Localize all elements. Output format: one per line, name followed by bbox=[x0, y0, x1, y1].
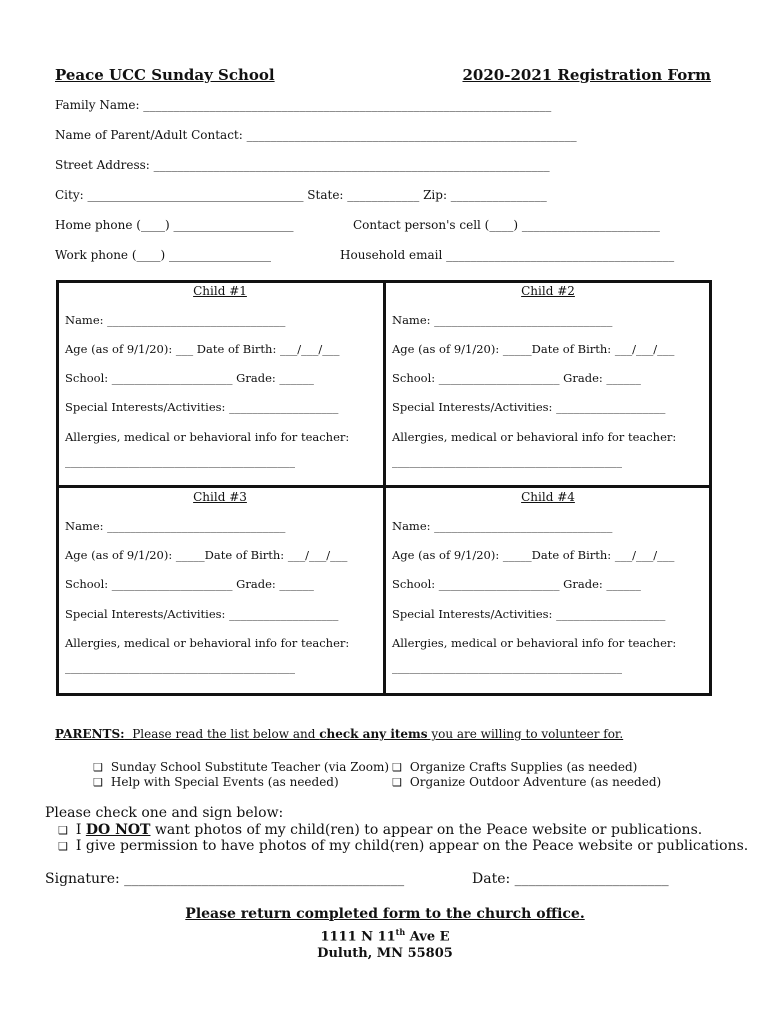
work-phone-field[interactable]: Work phone (____) _________________ bbox=[55, 248, 272, 262]
parents-intro-a: Please read the list below and bbox=[132, 727, 320, 741]
volunteer-item-label: Sunday School Substitute Teacher (via Zoom) bbox=[110, 760, 390, 774]
photo-option-text-a: I bbox=[75, 822, 86, 838]
child-1-allergies-field[interactable]: ________________________________________ bbox=[65, 454, 295, 468]
checkbox-icon[interactable]: ❑ bbox=[392, 761, 402, 774]
family-name-field[interactable]: Family Name: ____________________________________________________________________ bbox=[55, 98, 552, 112]
date-field[interactable]: Date: ______________________ bbox=[472, 871, 669, 887]
child-4-interests-field[interactable]: Special Interests/Activities: ___________________ bbox=[392, 607, 666, 621]
church-city: Duluth, MN 55805 bbox=[317, 946, 453, 961]
child-4-allergies-field[interactable]: ________________________________________ bbox=[392, 660, 622, 674]
photo-instructions: Please check one and sign below: bbox=[45, 805, 284, 821]
child-2-interests-field[interactable]: Special Interests/Activities: ___________________ bbox=[392, 400, 666, 414]
address-street-a: 1111 N 11 bbox=[320, 929, 396, 945]
child-1-school-grade-field[interactable]: School: _____________________ Grade: ______ bbox=[65, 371, 314, 385]
volunteer-item-substitute-teacher[interactable] bbox=[93, 760, 389, 774]
child-1-title: Child #1 bbox=[193, 284, 247, 298]
volunteer-item-special-events[interactable] bbox=[93, 775, 339, 789]
child-2-allergies-field[interactable]: ________________________________________ bbox=[392, 454, 622, 468]
volunteer-item-outdoor-adventure[interactable] bbox=[392, 775, 661, 789]
checkbox-icon[interactable]: ❑ bbox=[58, 840, 68, 853]
table-divider-horizontal bbox=[56, 485, 712, 488]
child-1-name-field[interactable]: Name: _______________________________ bbox=[65, 313, 286, 327]
church-address bbox=[0, 927, 770, 944]
org-title: Peace UCC Sunday School bbox=[55, 66, 275, 84]
street-address-field[interactable]: Street Address: __________________________________________________________________ bbox=[55, 158, 550, 172]
photo-option-text-c: want photos of my child(ren) to appear on the Peace website or publications. bbox=[150, 822, 703, 838]
checkbox-icon[interactable]: ❑ bbox=[93, 776, 103, 789]
volunteer-item-crafts-supplies[interactable] bbox=[392, 760, 637, 774]
volunteer-item-label: Organize Outdoor Adventure (as needed) bbox=[409, 775, 662, 789]
child-4-age-dob-field[interactable]: Age (as of 9/1/20): _____Date of Birth: ___/___/___ bbox=[392, 548, 675, 562]
child-2-name-field[interactable]: Name: _______________________________ bbox=[392, 313, 613, 327]
household-email-field[interactable]: Household email ______________________________________ bbox=[340, 248, 675, 262]
signature-field[interactable]: Signature: ________________________________________ bbox=[45, 871, 405, 887]
photo-option-do-not[interactable] bbox=[58, 822, 702, 838]
child-3-school-grade-field[interactable]: School: _____________________ Grade: ______ bbox=[65, 577, 314, 591]
city-state-zip-field[interactable]: City: ____________________________________ State: ____________ Zip: ________________ bbox=[55, 188, 547, 202]
volunteer-item-label: Organize Crafts Supplies (as needed) bbox=[409, 760, 638, 774]
parents-intro-emphasis: check any items bbox=[319, 727, 428, 741]
child-3-name-field[interactable]: Name: _______________________________ bbox=[65, 519, 286, 533]
photo-option-text: I give permission to have photos of my child(ren) appear on the Peace website or publications. bbox=[75, 838, 749, 854]
child-1-interests-field[interactable]: Special Interests/Activities: ___________________ bbox=[65, 400, 339, 414]
photo-option-emphasis: DO NOT bbox=[85, 822, 151, 838]
checkbox-icon[interactable]: ❑ bbox=[392, 776, 402, 789]
child-1-allergies-label: Allergies, medical or behavioral info for teacher: bbox=[65, 430, 350, 444]
child-2-allergies-label: Allergies, medical or behavioral info for teacher: bbox=[392, 430, 677, 444]
checkbox-icon[interactable]: ❑ bbox=[93, 761, 103, 774]
child-4-school-grade-field[interactable]: School: _____________________ Grade: ______ bbox=[392, 577, 641, 591]
child-3-allergies-label: Allergies, medical or behavioral info for teacher: bbox=[65, 636, 350, 650]
child-2-title: Child #2 bbox=[521, 284, 575, 298]
child-4-name-field[interactable]: Name: _______________________________ bbox=[392, 519, 613, 533]
child-3-interests-field[interactable]: Special Interests/Activities: ___________________ bbox=[65, 607, 339, 621]
parent-name-field[interactable]: Name of Parent/Adult Contact: _______________________________________________________ bbox=[55, 128, 577, 142]
child-4-title: Child #4 bbox=[521, 490, 575, 504]
parents-intro-c: you are willing to volunteer for. bbox=[427, 727, 624, 741]
parents-label: PARENTS: bbox=[55, 727, 125, 741]
table-divider-vertical bbox=[383, 280, 386, 696]
child-2-school-grade-field[interactable]: School: _____________________ Grade: ______ bbox=[392, 371, 641, 385]
photo-option-permission[interactable] bbox=[58, 838, 748, 854]
form-title: 2020-2021 Registration Form bbox=[462, 66, 711, 84]
child-3-allergies-field[interactable]: ________________________________________ bbox=[65, 660, 295, 674]
child-3-title: Child #3 bbox=[193, 490, 247, 504]
child-2-age-dob-field[interactable]: Age (as of 9/1/20): _____Date of Birth: ___/___/___ bbox=[392, 342, 675, 356]
child-1-age-dob-field[interactable]: Age (as of 9/1/20): ___ Date of Birth: ___/___/___ bbox=[65, 342, 340, 356]
home-phone-field[interactable]: Home phone (____) ____________________ bbox=[55, 218, 294, 232]
checkbox-icon[interactable]: ❑ bbox=[58, 824, 68, 837]
parents-instructions bbox=[55, 727, 623, 741]
return-instructions: Please return completed form to the church office. bbox=[185, 906, 585, 922]
child-4-allergies-label: Allergies, medical or behavioral info for teacher: bbox=[392, 636, 677, 650]
contact-cell-field[interactable]: Contact person's cell (____) _______________________ bbox=[353, 218, 660, 232]
address-superscript: th bbox=[395, 927, 406, 937]
volunteer-item-label: Help with Special Events (as needed) bbox=[110, 775, 339, 789]
child-3-age-dob-field[interactable]: Age (as of 9/1/20): _____Date of Birth: ___/___/___ bbox=[65, 548, 348, 562]
address-street-b: Ave E bbox=[405, 929, 450, 945]
